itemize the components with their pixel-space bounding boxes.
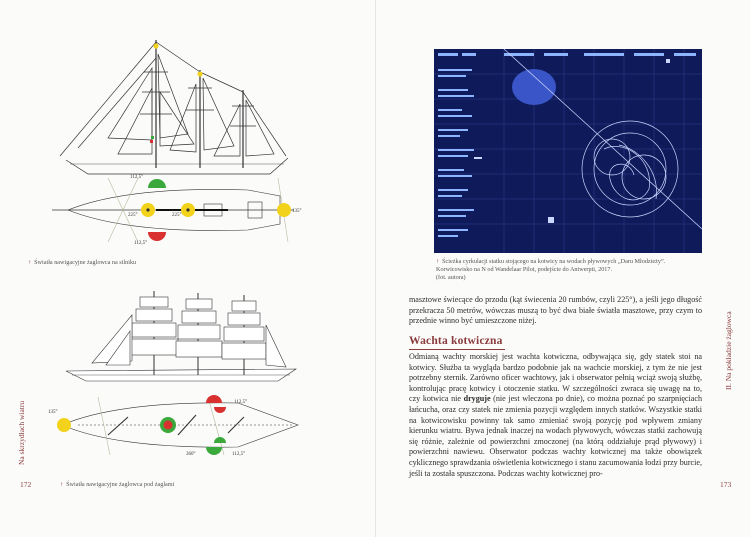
section-heading: Wachta kotwiczna — [409, 335, 503, 347]
radar-photo — [434, 49, 702, 253]
angle-label: 112,5° — [234, 400, 248, 405]
angle-label: 112,5° — [134, 241, 148, 246]
arrow-up-icon: ↑ — [60, 481, 64, 488]
body-paragraph-1: masztowe świecące do przodu (kąt świecenia 20 rumbów, czyli 225°), a jeśli jego długość przekracza 50 metrów, wówczas muszą to być dwa białe światła masztowe, przy czym to przednie winno być umieszczone niżej. — [409, 295, 702, 326]
angle-label: 225° — [172, 213, 182, 218]
sailing-ship-motor-figure — [48, 28, 310, 258]
body-paragraph-2: Odmianą wachty morskiej jest wachta kotwiczna, odbywająca się, gdy statek stoi na kotwicy. Służba ta wygląda bardzo podobnie jak na wachcie morskiej, z tym że nie jest potrzebny sternik. Zarówno oficer wachtowy, jak i obserwator pełnią wciąż swoją służbę, kontrolując pracę kotwicy i otoczenie statku. W szczególności zwraca się uwagę na to, czy kotwica nie dryguje (nie jest wleczona po dnie), co można poznać po szarpnięciach łańcucha, oraz czy statek nie zmienia pozycji względem innych statków. Wszystkie statki na kotwicowisku powinny tak samo zmieniać swoją pozycję pod wpływem zmiany kierunku wiatru. Bywa jednak inaczej na wodach pływowych, wówczas statki zachowują się różnie, zależnie od powierzchni zmoczonej (na którą oddziałuje prąd pływowy) i powierzchni nawiewu. Obserwator podczas wachty kotwicznej ma także obowiązek cyklicznego sprawdzania oświetlenia kotwicznego i stanu zacumowania łodzi przy burcie, jeśli ta została spuszczona. Podczas wachty kotwicznej pro- — [409, 352, 703, 478]
photo-caption: ↑ Ścieżka cyrkulacji statku stojącego na kotwicy na wodach pływowych „Daru Młodzieży”. Korwicowisko na N od Wandelaar Pilot, podejście do Antwerpii, 2017. (fot. autora) — [436, 258, 666, 281]
angle-label: 225° — [128, 213, 138, 218]
figure-caption-motor: ↑ Światła nawigacyjne żaglowca na silniku — [28, 259, 137, 266]
angle-label: 135° — [48, 410, 58, 415]
running-head-right: II. Na pokładzie żaglowca — [724, 311, 733, 390]
figure-caption-sails: ↑ Światła nawigacyjne żaglowca pod żaglami — [60, 481, 175, 488]
arrow-up-icon: ↑ — [28, 259, 32, 266]
angle-label: 135° — [292, 209, 302, 214]
angle-label: 112,5° — [130, 175, 144, 180]
running-head-left: Na skrzydłach wiatru — [17, 400, 26, 465]
angle-label: 360° — [186, 452, 196, 457]
page-number-left: 172 — [20, 480, 32, 489]
heading-rule — [409, 349, 505, 350]
right-page — [375, 0, 750, 537]
sailing-ship-sails-figure — [48, 285, 310, 481]
photo-credit: (fot. autora) — [436, 274, 466, 281]
page-number-right: 173 — [720, 480, 732, 489]
angle-label: 112,5° — [232, 452, 246, 457]
arrow-up-icon: ↑ — [436, 258, 440, 265]
